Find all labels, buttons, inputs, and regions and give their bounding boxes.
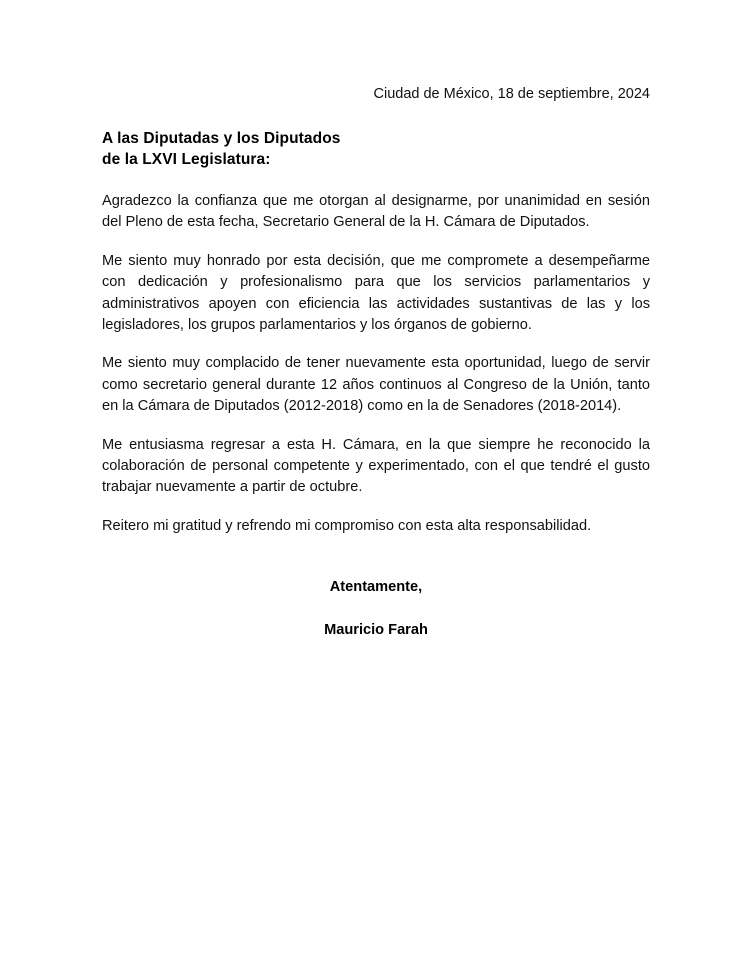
body-paragraph: Me siento muy complacido de tener nuevamente esta oportunidad, luego de servir como secretario general durante 12 años continuos al Congreso de la Unión, tanto en la Cámara de Diputados (2012-2018) como en la de Senadores (2018-2014). bbox=[102, 355, 650, 415]
signature-name: Mauricio Farah bbox=[324, 622, 428, 639]
signature-block bbox=[102, 577, 650, 641]
signature-closing: Atentamente, bbox=[329, 579, 423, 596]
addressee-line-2: de la LXVI Legislatura: bbox=[102, 151, 271, 168]
letter-content bbox=[102, 0, 650, 641]
body-paragraph: Me entusiasma regresar a esta H. Cámara, en la que siempre he reconocido la colaboración de personal competente y experimentado, con el que tendré el gusto trabajar nuevamente a partir de octubre. bbox=[102, 436, 650, 496]
body-paragraph: Agradezco la confianza que me otorgan al designarme, por unanimidad en sesión del Pleno de esta fecha, Secretario General de la H. Cámara de Diputados. bbox=[102, 193, 650, 231]
addressee-block bbox=[102, 128, 650, 170]
letter-body bbox=[102, 191, 650, 537]
date-line: Ciudad de México, 18 de septiembre, 2024 bbox=[373, 86, 650, 102]
body-paragraph: Reitero mi gratitud y refrendo mi compromiso con esta alta responsabilidad. bbox=[102, 517, 592, 534]
body-paragraph: Me siento muy honrado por esta decisión, que me compromete a desempeñarme con dedicación y profesionalismo para que los servicios parlamentarios y administrativos apoyen con eficiencia las actividades sustantivas de las y los legisladores, los grupos parlamentarios y los órganos de gobierno. bbox=[102, 252, 650, 334]
addressee-line-1: A las Diputadas y los Diputados bbox=[102, 130, 341, 147]
